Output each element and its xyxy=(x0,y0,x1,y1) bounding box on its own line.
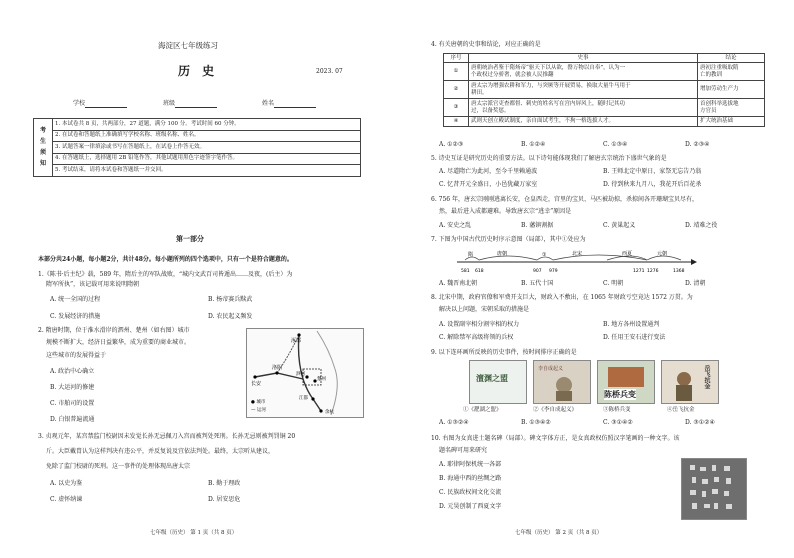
q2-stem-cont: 这些城市的发展得益于 xyxy=(46,352,107,359)
q6-option-c[interactable]: C. 黄巢起义 xyxy=(603,222,636,229)
part-instruction: 本部分共24小题，每小题2分，共计48分。每小题所列的四个选项中，只有一个是符合题意的。 xyxy=(38,256,293,263)
q5-option-a[interactable]: A. 尽道隋亡为此河，至今千里赖通波 xyxy=(439,168,538,175)
q9-stem: 9. 以下连环画所反映的历史事件，按时间排序正确的是 xyxy=(431,349,577,356)
exam-title: 海淀区七年级练习 xyxy=(158,41,218,50)
q6-option-a[interactable]: A. 安史之乱 xyxy=(439,222,472,229)
q4-option-b[interactable]: B. ①②④ xyxy=(521,141,546,148)
q9-option-d[interactable]: D. ③①②④ xyxy=(685,419,715,426)
notice-item: 1. 本试卷共 8 页，共两部分，27 道题，满分 100 分。考试时间 60 分钟。 xyxy=(53,119,361,131)
q3-option-a[interactable]: A. 以史为鉴 xyxy=(50,480,83,487)
timeline-year: 979 xyxy=(549,269,558,274)
q3-stem: 3. 贞观元年，某宫禁监门校尉因未发觉长孙无忌佩刀入宫而被判处死刑。长孙无忌则被判罚铜 20 xyxy=(38,433,296,440)
q2-option-c[interactable]: C. 市舶司的设置 xyxy=(50,400,95,407)
row-event: 唐太宗为增强农耕和军力，与突厥等开展贸易，换取大量牛马用于 耕田。 xyxy=(469,81,698,99)
q7-option-c[interactable]: C. 明朝 xyxy=(603,280,624,287)
q6-stem-cont: 然，最后进入成都避难。导致唐玄宗“逃幸”原因是 xyxy=(439,208,572,215)
timeline-year: 618 xyxy=(475,269,484,274)
map-label: 长安 xyxy=(251,381,262,387)
city-dot xyxy=(311,397,314,400)
timeline-label: ① xyxy=(542,252,547,258)
row-event: 唐太宗派官吏查都督、刺史的姓名写在宫内屏风上，随时记其功 过，以备奖惩。 xyxy=(469,99,698,117)
q9-caption: ③陈桥兵变 xyxy=(603,407,631,413)
q3-option-b[interactable]: B. 勤于理政 xyxy=(208,480,241,487)
q7-stem: 7. 下图为中国古代历史时序示意图（局部），其中①处应为 xyxy=(431,236,586,243)
timeline-year: 1271 xyxy=(633,269,645,274)
picture-yuefei: 岳飞抗金 xyxy=(661,360,719,404)
timeline-label: 北宋 xyxy=(572,251,583,257)
q1-option-d[interactable]: D. 农民起义频发 xyxy=(208,313,253,320)
row-number: ④ xyxy=(444,117,469,127)
row-event: 武则天创立殿试制度，亲自面试考生，不拘一格选拔人才。 xyxy=(469,117,698,127)
q1-option-a[interactable]: A. 统一全国的过程 xyxy=(50,296,101,303)
q10-option-b[interactable]: B. 海通中西的丝绸之路 xyxy=(439,475,502,482)
stele-rubbing-image xyxy=(681,458,747,520)
q4-option-c[interactable]: C. ①③④ xyxy=(603,141,628,148)
exam-date: 2023. 07 xyxy=(316,68,343,75)
timeline-year: 907 xyxy=(533,269,542,274)
q6-option-b[interactable]: B. 藩镇割据 xyxy=(521,222,554,229)
q3-stem-cont: 斤。大臣戴胄认为这样判决有违公平，并反复说及宜依法判处。最终，太宗听从建议， xyxy=(46,448,275,455)
timeline-year: 1276 xyxy=(647,269,659,274)
map-label: 江都 xyxy=(299,396,308,401)
q4-stem: 4. 有关唐朝的史事和结论，对应正确的是 xyxy=(431,41,541,48)
q8-stem-cont: 解决以上问题，宋朝采取的措施是 xyxy=(439,306,530,313)
q4-option-a[interactable]: A. ①②③ xyxy=(439,141,464,148)
picture-chenqiao: 陈桥兵变 xyxy=(597,360,655,404)
map-label: 洛阳 xyxy=(272,365,283,371)
timeline-label: 唐朝 xyxy=(497,251,508,257)
q2-option-d[interactable]: D. 白银普遍流通 xyxy=(50,416,95,423)
timeline-label: 西夏 xyxy=(622,251,633,257)
q3-stem-cont: 免除了监门校尉的死刑。这一事件的处理体现出唐太宗 xyxy=(46,463,191,470)
timeline xyxy=(457,248,697,278)
q5-stem: 5. 诗史互证是研究历史的重要方法。以下诗句能体现我们了解唐玄宗统治下盛世气象的是 xyxy=(431,155,667,162)
picture-chanyuan: 澶渊之盟 xyxy=(469,360,527,404)
notice-item: 5. 考试结束，请将本试卷和答题纸一并交回。 xyxy=(53,165,361,177)
city-dot xyxy=(297,333,300,336)
notice-item: 3. 试题答案一律填涂或书写在答题纸上，在试卷上作答无效。 xyxy=(53,142,361,154)
q2-stem-cont: 规模不断扩大，经济日益繁华，成为重要的商业城市。 xyxy=(46,339,191,346)
q8-option-a[interactable]: A. 设置副宰相分割宰相的权力 xyxy=(439,321,520,328)
q7-option-d[interactable]: D. 清朝 xyxy=(685,280,706,287)
row-result: 首创科举选拔地 方官员 xyxy=(698,99,765,117)
canal-map xyxy=(246,328,364,418)
map-legend: — 运河 xyxy=(251,408,266,413)
q10-stem-cont: 题名碑可用来研究 xyxy=(439,447,488,454)
timeline-svg xyxy=(457,248,697,278)
canal-map-svg xyxy=(247,329,363,417)
row-event: 唐朝统治者鉴于隋炀帝“驱天下以从欲，罄万物以自奉”，认为一 个政权过分骄奢，就会被人民推翻 xyxy=(469,63,698,81)
q2-option-b[interactable]: B. 大运河的修建 xyxy=(50,384,95,391)
table-header: 结论 xyxy=(698,54,765,63)
subject-title: 历 史 xyxy=(178,64,219,78)
row-result: 扩大统治基础 xyxy=(698,117,765,127)
q4-table xyxy=(443,53,765,127)
period-brace xyxy=(553,255,647,260)
city-dot xyxy=(305,375,308,378)
q10-option-d[interactable]: D. 元昊创制了西夏文字 xyxy=(439,503,502,510)
timeline-year: 581 xyxy=(461,269,470,274)
table-header: 序号 xyxy=(444,54,469,63)
q8-option-d[interactable]: D. 任用王安石进行变法 xyxy=(603,334,666,341)
q5-option-b[interactable]: B. 王师北定中原日，家祭无忘告乃翁 xyxy=(603,168,702,175)
q6-option-d[interactable]: D. 靖难之役 xyxy=(685,222,718,229)
map-label: 余杭 xyxy=(325,410,334,415)
row-number: ① xyxy=(444,63,469,81)
class-field[interactable]: 班级 xyxy=(163,100,217,108)
page-footer: 七年级（历史） 第 2 页（共 8 页） xyxy=(515,530,603,536)
q10-stem: 10. 右图为女真进士题名碑（局部）。碑文字体方正，是女真政权仿照汉字笔画的一种文字。该 xyxy=(431,435,680,442)
q9-option-c[interactable]: C. ③①④② xyxy=(603,419,633,426)
row-result: 唐初注重吸取隋 亡的教训 xyxy=(698,63,765,81)
part-title: 第一部分 xyxy=(176,234,204,243)
notice-item: 2. 在试卷和答题纸上准确填写学校名称、班级名称、姓名。 xyxy=(53,130,361,142)
row-number: ② xyxy=(444,81,469,99)
q6-stem: 6. 756 年，唐玄宗刚刚逃离长安，仓皇西走，宫里的宝贝、马匹被劫掠，杀掠间各开珊瑚宝贝尽有， xyxy=(431,196,698,203)
city-dot xyxy=(275,371,278,374)
map-legend: ● 城市 xyxy=(251,400,266,405)
q7-option-b[interactable]: B. 五代十国 xyxy=(521,280,554,287)
map-label: 涿郡 xyxy=(291,338,302,344)
timeline-arrow xyxy=(691,259,697,265)
notice-label: 考 生 须 知 xyxy=(34,119,53,177)
q7-option-a[interactable]: A. 魏晋南北朝 xyxy=(439,280,478,287)
city-dot xyxy=(319,409,322,412)
q1-option-b[interactable]: B. 杨帝赛兵黩武 xyxy=(208,296,253,303)
q8-option-c[interactable]: C. 解除禁军高级将领的兵权 xyxy=(439,334,514,341)
picture-li-zicheng: 李自成起义 xyxy=(533,360,591,404)
city-dot xyxy=(253,375,256,378)
page-2 xyxy=(397,0,794,558)
page-footer: 七年级（历史） 第 1 页（共 8 页） xyxy=(150,530,238,536)
q8-stem: 8. 北宋中期，政府官僚和军费开支巨大，财政入不敷出，在 1065 年财政亏空竟达 1572 万贯。为 xyxy=(431,294,693,301)
timeline-year: 1368 xyxy=(673,269,685,274)
map-label: 泗州 xyxy=(296,372,305,377)
q2-stem: 2. 隋唐时期，位于淮水滑岸的泗州、楚州（如右图）城市 xyxy=(38,327,190,334)
timeline-label: 元朝 xyxy=(657,251,668,257)
coastline xyxy=(317,331,337,415)
row-number: ③ xyxy=(444,99,469,117)
row-result: 增加劳动生产力 xyxy=(698,81,765,99)
q10-option-a[interactable]: A. 耶律阿保机统一各部 xyxy=(439,461,502,468)
q5-option-c[interactable]: C. 忆昔开元全盛日，小邑犹藏万家室 xyxy=(439,181,538,188)
q3-option-d[interactable]: D. 居安思危 xyxy=(208,496,241,503)
period-brace xyxy=(479,256,537,260)
q9-caption: ②《李自成起义》 xyxy=(533,407,578,413)
table-header: 史事 xyxy=(469,54,698,63)
school-field[interactable]: 学校 xyxy=(73,100,127,108)
notice-table xyxy=(33,118,361,177)
q5-option-d[interactable]: D. 待到秋来九月八，我花开后百花杀 xyxy=(603,181,702,188)
q3-option-c[interactable]: C. 虚怀纳谏 xyxy=(50,496,83,503)
q1-stem-cont: 隋军所执”，该记载可用来说明隋朝 xyxy=(46,281,140,288)
q1-option-c[interactable]: C. 发展经济的措施 xyxy=(50,313,101,320)
q8-option-b[interactable]: B. 地方各州设置通判 xyxy=(603,321,660,328)
map-label: 楚州 xyxy=(317,377,326,382)
q2-option-a[interactable]: A. 政治中心确立 xyxy=(50,368,95,375)
notice-item: 4. 在答题纸上，选择题用 2B 铅笔作答，其他试题用黑色字迹签字笔作答。 xyxy=(53,153,361,165)
q4-option-d[interactable]: D. ②③④ xyxy=(685,141,710,148)
q1-stem: 1.《陈书·后主纪》载，589 年，隋后主的军队战败，“城内文武百司皆遁出……及夜，(后主）为 xyxy=(38,271,293,278)
q9-caption: ④岳飞抗金 xyxy=(667,407,695,413)
q10-option-c[interactable]: C. 民族政权间文化交流 xyxy=(439,489,502,496)
name-field[interactable]: 姓名 xyxy=(262,100,316,108)
q9-option-b[interactable]: B. ①③④② xyxy=(521,419,551,426)
q9-option-a[interactable]: A. ①③②④ xyxy=(439,419,469,426)
q9-caption: ①《淝湖之盟》 xyxy=(463,407,502,413)
timeline-label: 隋 xyxy=(468,252,474,258)
